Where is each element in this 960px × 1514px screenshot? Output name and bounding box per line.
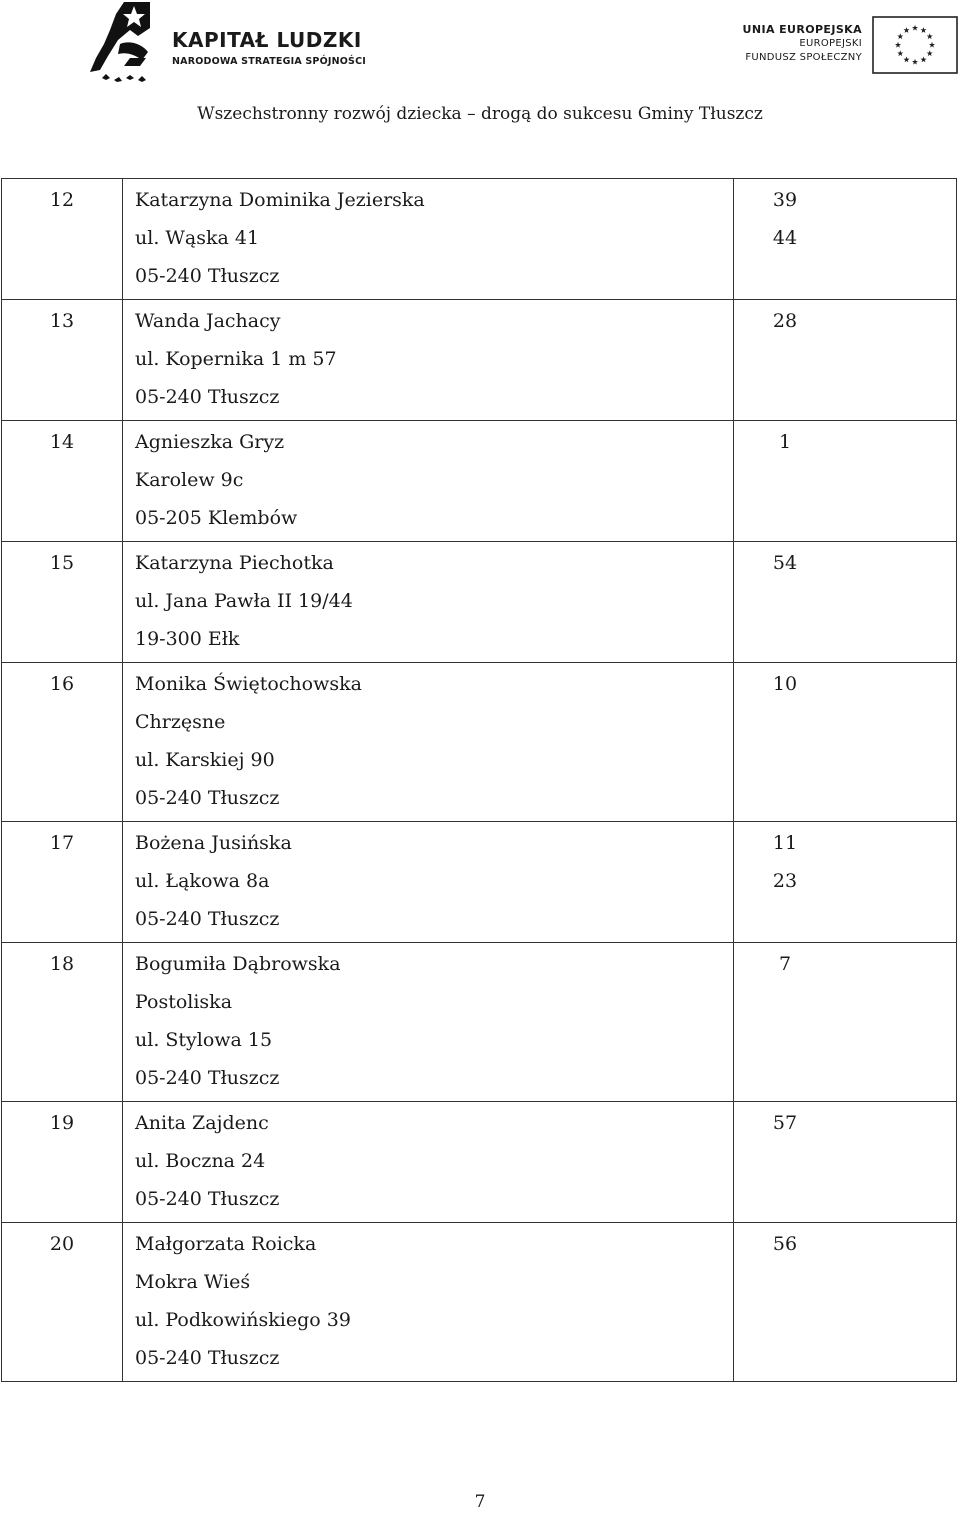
code-value: 1 — [778, 431, 792, 453]
code-value: 44 — [772, 227, 798, 249]
address-line: 05-240 Tłuszcz — [135, 265, 280, 287]
eu-title: UNIA EUROPEJSKA — [742, 23, 862, 36]
person-name: Anita Zajdenc — [135, 1112, 269, 1134]
row-number: 20 — [2, 1223, 123, 1382]
address-line: ul. Jana Pawła II 19/44 — [135, 590, 353, 612]
table-row — [2, 1223, 957, 1382]
address-line: 05-240 Tłuszcz — [135, 386, 280, 408]
codes-cell — [734, 663, 957, 822]
address-line: ul. Podkowińskiego 39 — [135, 1309, 351, 1331]
code-value: 39 — [772, 189, 798, 211]
eu-fund-line2: FUNDUSZ SPOŁECZNY — [745, 52, 862, 63]
person-name: Wanda Jachacy — [135, 310, 281, 332]
address-cell — [123, 822, 734, 943]
address-cell — [123, 663, 734, 822]
address-line: ul. Kopernika 1 m 57 — [135, 348, 337, 370]
address-cell — [123, 421, 734, 542]
code-value: 10 — [772, 673, 798, 695]
codes-cell — [734, 421, 957, 542]
kapital-ludzki-emblem-icon — [90, 0, 170, 92]
row-number: 19 — [2, 1102, 123, 1223]
address-line: 05-205 Klembów — [135, 507, 298, 529]
participants-table-body — [2, 179, 957, 1382]
row-number: 18 — [2, 943, 123, 1102]
codes-cell — [734, 1223, 957, 1382]
address-line: ul. Łąkowa 8a — [135, 870, 270, 892]
code-value: 11 — [772, 832, 798, 854]
eu-flag-icon — [872, 16, 958, 74]
address-line: 05-240 Tłuszcz — [135, 908, 280, 930]
table-row — [2, 542, 957, 663]
table-row — [2, 421, 957, 542]
table-row — [2, 1102, 957, 1223]
eu-logo — [700, 14, 960, 78]
codes-cell — [734, 1102, 957, 1223]
person-name: Agnieszka Gryz — [135, 431, 285, 453]
codes-cell — [734, 300, 957, 421]
codes-cell — [734, 943, 957, 1102]
codes-cell — [734, 822, 957, 943]
address-line: ul. Karskiej 90 — [135, 749, 275, 771]
address-line: 05-240 Tłuszcz — [135, 787, 280, 809]
address-line: 05-240 Tłuszcz — [135, 1347, 280, 1369]
address-cell — [123, 300, 734, 421]
code-value: 57 — [772, 1112, 798, 1134]
address-cell — [123, 542, 734, 663]
address-line: ul. Stylowa 15 — [135, 1029, 273, 1051]
code-value: 56 — [772, 1233, 798, 1255]
table-row — [2, 822, 957, 943]
eu-fund-line1: EUROPEJSKI — [799, 38, 862, 49]
participants-table — [1, 178, 957, 1382]
codes-cell — [734, 542, 957, 663]
row-number: 15 — [2, 542, 123, 663]
kapital-ludzki-subtitle: NARODOWA STRATEGIA SPÓJNOŚCI — [172, 56, 366, 67]
row-number: 14 — [2, 421, 123, 542]
person-name: Monika Świętochowska — [135, 673, 362, 695]
address-line: Chrzęsne — [135, 711, 226, 733]
address-line: 05-240 Tłuszcz — [135, 1067, 280, 1089]
table-row — [2, 179, 957, 300]
address-line: Postoliska — [135, 991, 233, 1013]
code-value: 23 — [772, 870, 798, 892]
address-line: 19-300 Ełk — [135, 628, 240, 650]
project-title: Wszechstronny rozwój dziecka – drogą do sukcesu Gminy Tłuszcz — [197, 104, 763, 124]
row-number: 13 — [2, 300, 123, 421]
page-number: 7 — [474, 1492, 486, 1512]
row-number: 16 — [2, 663, 123, 822]
kapital-ludzki-logo — [90, 0, 380, 92]
address-cell — [123, 1102, 734, 1223]
table-row — [2, 663, 957, 822]
table-row — [2, 943, 957, 1102]
table-row — [2, 300, 957, 421]
row-number: 17 — [2, 822, 123, 943]
codes-cell — [734, 179, 957, 300]
address-line: Mokra Wieś — [135, 1271, 251, 1293]
address-cell — [123, 1223, 734, 1382]
person-name: Małgorzata Roicka — [135, 1233, 317, 1255]
code-value: 7 — [778, 953, 792, 975]
kapital-ludzki-title: KAPITAŁ LUDZKI — [172, 28, 362, 52]
address-line: ul. Boczna 24 — [135, 1150, 266, 1172]
address-cell — [123, 943, 734, 1102]
page-header — [0, 0, 960, 124]
code-value: 54 — [772, 552, 798, 574]
code-value: 28 — [772, 310, 798, 332]
person-name: Katarzyna Dominika Jezierska — [135, 189, 425, 211]
address-cell — [123, 179, 734, 300]
row-number: 12 — [2, 179, 123, 300]
eu-text — [743, 22, 862, 65]
person-name: Katarzyna Piechotka — [135, 552, 334, 574]
address-line: ul. Wąska 41 — [135, 227, 260, 249]
address-line: 05-240 Tłuszcz — [135, 1188, 280, 1210]
address-line: Karolew 9c — [135, 469, 244, 491]
person-name: Bożena Jusińska — [135, 832, 292, 854]
person-name: Bogumiła Dąbrowska — [135, 953, 341, 975]
